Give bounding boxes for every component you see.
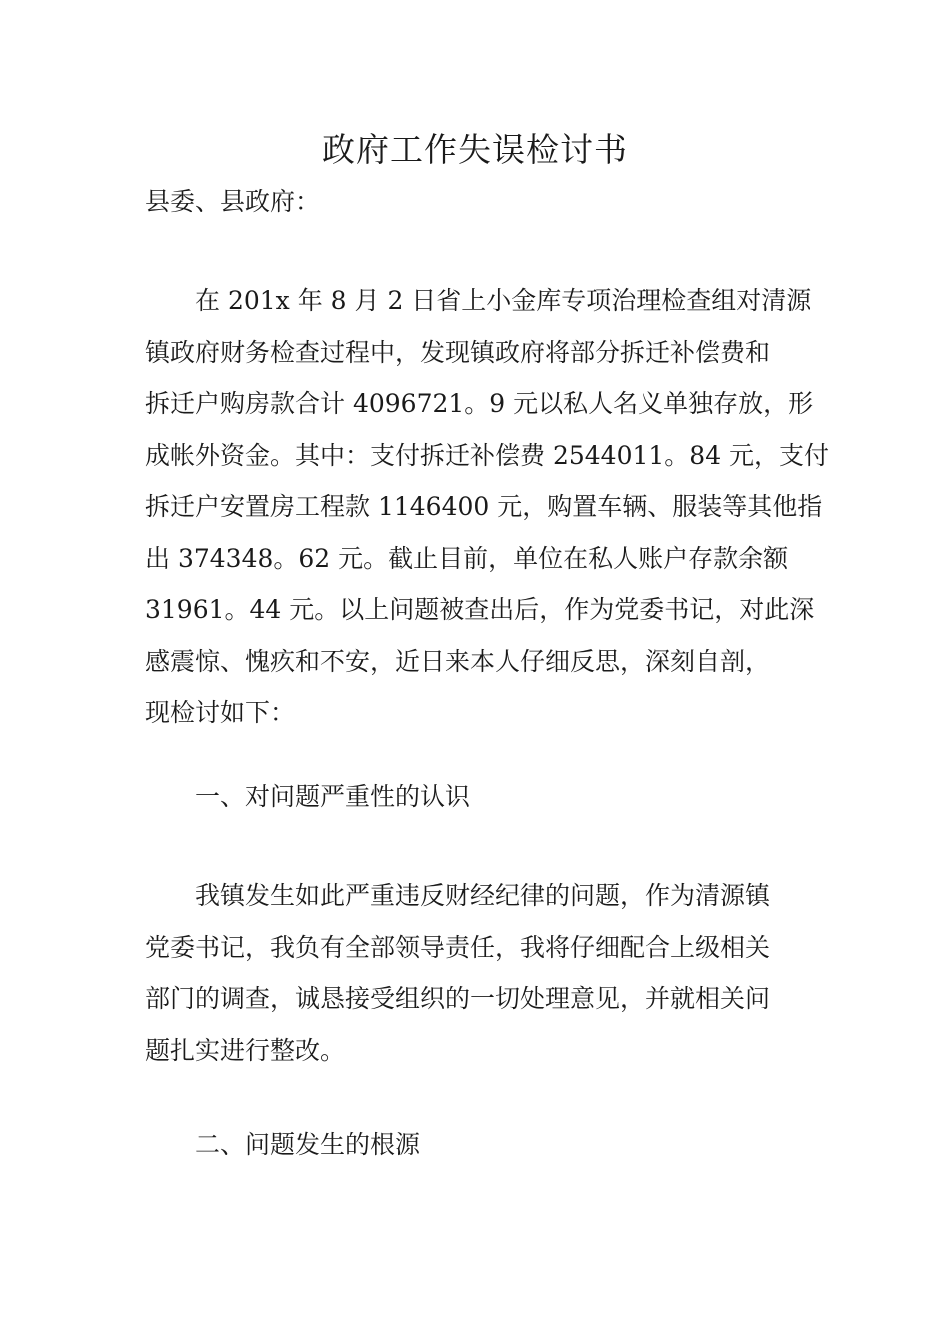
paragraph-line: 拆迁户安置房工程款 1146400 元，购置车辆、服装等其他指 (145, 492, 823, 521)
paragraph-1 (145, 275, 830, 739)
paragraph-line: 党委书记，我负有全部领导责任，我将仔细配合上级相关 (145, 932, 771, 962)
paragraph-line: 镇政府财务检查过程中，发现镇政府将部分拆迁补偿费和 (145, 337, 771, 367)
paragraph-line: 题扎实进行整改。 (145, 1035, 346, 1065)
paragraph-line: 在 201x 年 8 月 2 日省上小金库专项治理检查组对清源 (145, 286, 812, 315)
document-title: 政府工作失误检讨书 (322, 130, 628, 169)
paragraph-line: 拆迁户购房款合计 4096721。9 元以私人名义单独存放，形 (145, 389, 814, 418)
salutation: 县委、县政府： (145, 187, 321, 216)
section-heading-1: 一、对问题严重性的认识 (195, 782, 471, 811)
paragraph-line: 感震惊、愧疚和不安，近日来本人仔细反思，深刻自剖， (145, 646, 771, 676)
paragraph-line: 成帐外资金。其中：支付拆迁补偿费 2544011。84 元，支付 (145, 440, 830, 470)
paragraph-line: 现检讨如下： (145, 698, 296, 727)
section-heading-2: 二、问题发生的根源 (195, 1130, 421, 1159)
paragraph-line: 31961。44 元。以上问题被查出后，作为党委书记，对此深 (145, 595, 815, 624)
paragraph-2 (145, 870, 810, 1076)
paragraph-line: 出 374348。62 元。截止目前，单位在私人账户存款余额 (145, 543, 789, 573)
paragraph-line: 部门的调查，诚恳接受组织的一切处理意见，并就相关问 (145, 984, 771, 1013)
paragraph-line: 我镇发生如此严重违反财经纪律的问题，作为清源镇 (145, 881, 771, 910)
